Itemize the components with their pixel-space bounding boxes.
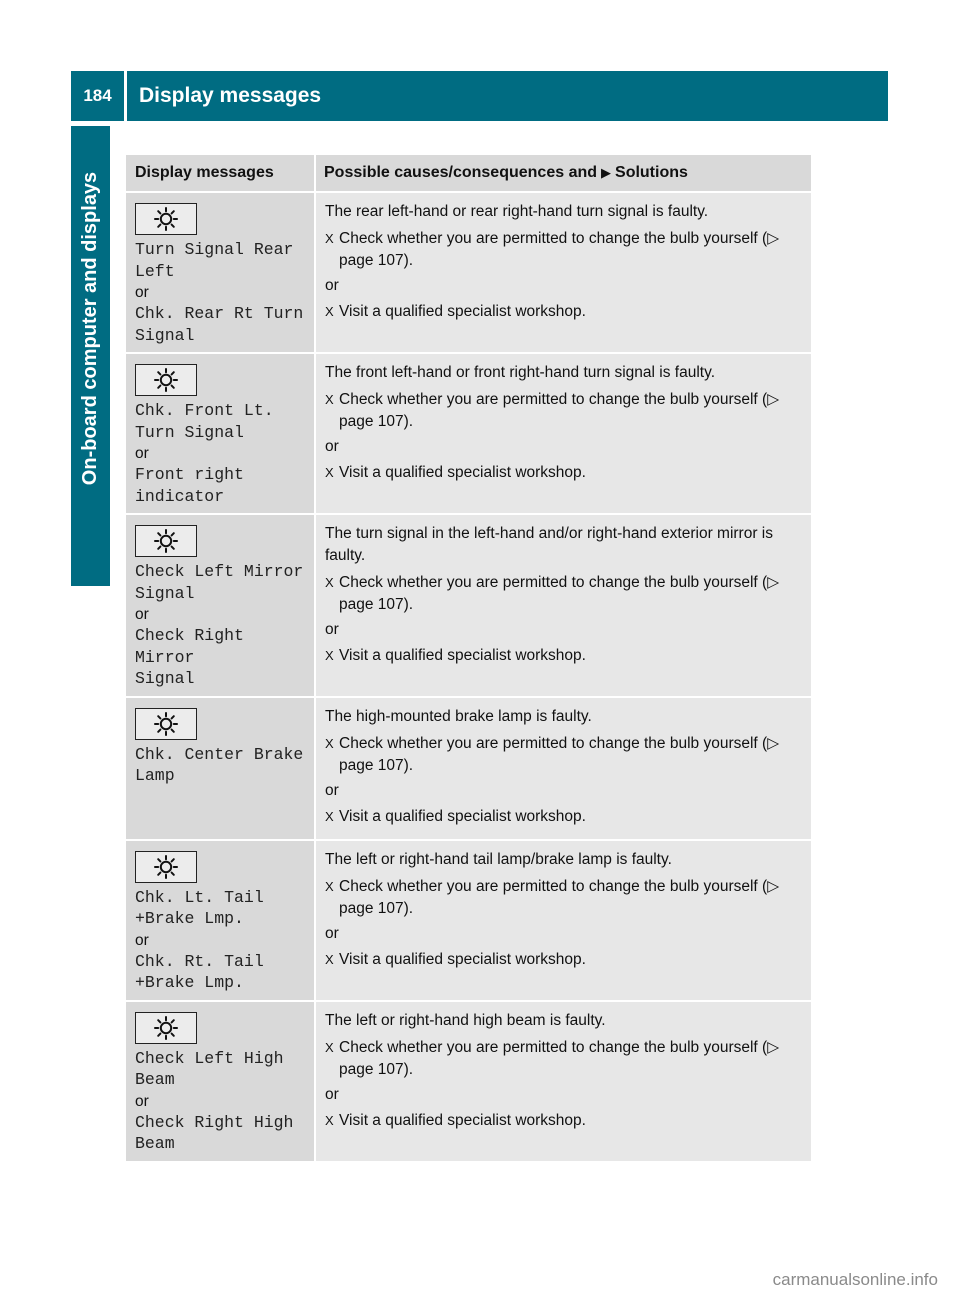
display-message-cell [126, 1002, 314, 1161]
step-marker-icon: X [325, 304, 334, 319]
step-marker-icon: X [325, 392, 334, 407]
or-text: or [325, 781, 339, 799]
step-marker-icon: X [325, 1039, 334, 1055]
solution-step [325, 572, 803, 616]
solution-step-text: Check whether you are permitted to change the bulb yourself (▷ page 107). [339, 230, 780, 269]
causes-solutions-cell [314, 698, 811, 839]
or-text: or [325, 1085, 339, 1103]
causes-solutions-cell [314, 193, 811, 352]
bulb-warning-icon [135, 1012, 197, 1044]
solution-step-text: Visit a qualified specialist workshop. [339, 1111, 586, 1129]
or-text: or [135, 606, 149, 623]
display-message-text-alt: Check Right Mirror Signal [135, 626, 244, 688]
or-text: or [135, 1092, 149, 1110]
solution-step-text: Visit a qualified specialist workshop. [339, 647, 586, 664]
or-text: or [325, 621, 339, 638]
solution-step [325, 462, 803, 484]
header-text-solutions: Solutions [615, 164, 688, 181]
table-body [126, 191, 811, 1161]
causes-solutions-cell [314, 354, 811, 513]
solution-step [325, 1110, 803, 1132]
display-message-cell [126, 515, 314, 696]
display-message-text-alt: Chk. Rt. Tail +Brake Lmp. [135, 951, 264, 992]
solution-step [325, 301, 803, 323]
solution-step [325, 389, 803, 433]
step-marker-icon: X [325, 808, 334, 824]
solution-step-text: Visit a qualified specialist workshop. [339, 464, 586, 481]
solution-step-text: Visit a qualified specialist workshop. [339, 807, 586, 825]
or-text: or [325, 277, 339, 294]
table-row [126, 1000, 811, 1161]
column-header-display-messages: Display messages [135, 164, 274, 181]
cause-text: The front left-hand or front right-hand turn signal is faulty. [325, 364, 715, 381]
display-message-text-alt: Front right indicator [135, 465, 244, 506]
bulb-warning-icon [135, 708, 197, 740]
or-text: or [325, 924, 339, 942]
display-message-text: Chk. Front Lt. Turn Signal [135, 401, 274, 442]
page-title: Display messages [139, 84, 322, 107]
display-message-text: Chk. Center Brake Lamp [135, 744, 304, 785]
solution-step [325, 806, 803, 828]
solution-step [325, 645, 803, 667]
cause-text: The left or right-hand tail lamp/brake lamp is faulty. [325, 850, 672, 868]
step-marker-icon: X [325, 951, 334, 967]
display-message-cell [126, 698, 314, 839]
causes-solutions-cell [314, 515, 811, 696]
causes-solutions-cell [314, 841, 811, 1000]
display-message-text: Turn Signal Rear Left [135, 240, 294, 281]
or-text: or [135, 931, 149, 949]
solution-step-text: Check whether you are permitted to change the bulb yourself (▷ page 107). [339, 574, 780, 613]
solution-step-text: Check whether you are permitted to change the bulb yourself (▷ page 107). [339, 877, 780, 917]
solution-step-text: Visit a qualified specialist workshop. [339, 950, 586, 968]
solution-step [325, 949, 803, 971]
solution-step [325, 876, 803, 920]
solution-step [325, 733, 803, 777]
step-marker-icon: X [325, 231, 334, 246]
solution-step-text: Visit a qualified specialist workshop. [339, 303, 586, 320]
or-text: or [135, 445, 149, 462]
table-row [126, 513, 811, 696]
table-header [126, 155, 811, 191]
solution-step-text: Check whether you are permitted to change the bulb yourself (▷ page 107). [339, 734, 780, 774]
bulb-warning-icon [135, 203, 197, 235]
display-message-text-alt: Check Right High Beam [135, 1112, 294, 1153]
display-message-cell [126, 354, 314, 513]
table-row [126, 839, 811, 1000]
header-text-causes: Possible causes/consequences and [324, 164, 598, 181]
solution-step-text: Check whether you are permitted to change the bulb yourself (▷ page 107). [339, 391, 780, 430]
step-marker-icon: X [325, 465, 334, 480]
table-row [126, 696, 811, 839]
cause-text: The rear left-hand or rear right-hand turn signal is faulty. [325, 203, 709, 220]
bulb-warning-icon [135, 364, 197, 396]
page-number: 184 [71, 71, 127, 121]
causes-solutions-cell [314, 1002, 811, 1161]
display-message-cell [126, 193, 314, 352]
step-marker-icon: X [325, 648, 334, 663]
display-message-text: Chk. Lt. Tail +Brake Lmp. [135, 887, 264, 928]
step-marker-icon: X [325, 1112, 334, 1128]
display-messages-table [126, 155, 811, 1161]
table-row [126, 191, 811, 352]
bulb-warning-icon [135, 525, 197, 557]
cause-text: The high-mounted brake lamp is faulty. [325, 707, 592, 725]
display-message-text: Check Left Mirror Signal [135, 562, 304, 603]
display-message-text: Check Left High Beam [135, 1048, 284, 1089]
display-message-cell [126, 841, 314, 1000]
footer-watermark: carmanualsonline.info [772, 1270, 938, 1289]
or-text: or [135, 284, 149, 301]
solution-step-text: Check whether you are permitted to change the bulb yourself (▷ page 107). [339, 1038, 780, 1078]
bulb-warning-icon [135, 851, 197, 883]
column-header-causes [314, 155, 811, 191]
step-marker-icon: X [325, 735, 334, 751]
step-marker-icon: X [325, 575, 334, 590]
table-row [126, 352, 811, 513]
solution-step [325, 228, 803, 272]
cause-text: The left or right-hand high beam is faulty. [325, 1011, 606, 1029]
step-marker-icon: X [325, 878, 334, 894]
solution-step [325, 1037, 803, 1081]
arrow-right-icon: ▶ [601, 165, 612, 180]
side-tab-label: On-board computer and displays [79, 171, 102, 486]
or-text: or [325, 438, 339, 455]
display-message-text-alt: Chk. Rear Rt Turn Signal [135, 304, 304, 345]
cause-text: The turn signal in the left-hand and/or right-hand exterior mirror is faulty. [325, 525, 773, 564]
side-tab-text [71, 126, 110, 531]
page-header [71, 71, 888, 121]
